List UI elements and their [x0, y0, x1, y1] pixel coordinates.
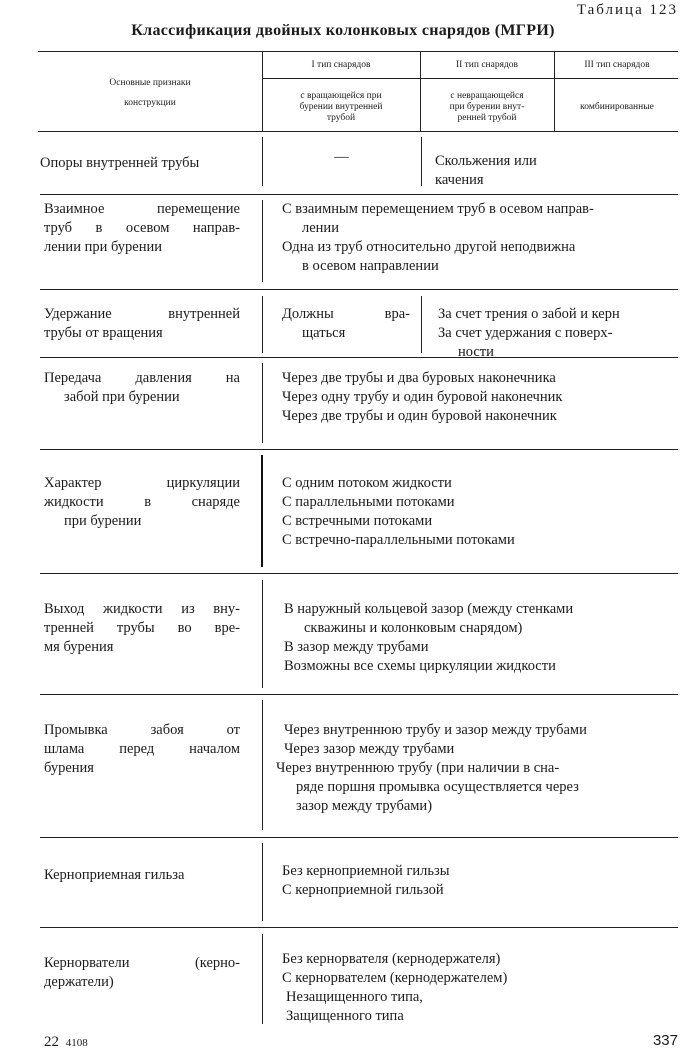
row-value-must-rotate — [282, 305, 410, 343]
cell-line: бурения — [44, 760, 94, 776]
cell-line: С кернорвателем (кернодержателем) — [282, 970, 508, 986]
column-divider — [262, 843, 263, 921]
cell-line: зазор между трубами) — [296, 798, 433, 814]
header-desc-line: с вращающейся при — [300, 91, 382, 101]
cell-line: тренней трубы во вре- — [44, 620, 240, 636]
header-desc-line: бурении внутренней — [299, 102, 383, 112]
cell-line: при бурении — [64, 513, 142, 529]
cell-line: Через две трубы и один буровой наконечник — [282, 408, 557, 424]
column-divider — [262, 137, 263, 186]
footer-signature — [44, 1034, 88, 1051]
header-features-line: конструкции — [124, 98, 176, 108]
header-desc-line: ренней трубой — [457, 113, 517, 123]
row-separator — [40, 289, 678, 290]
row-values-flushing — [276, 721, 587, 816]
cell-line: Возможны все схемы циркуляции жидкости — [284, 658, 556, 674]
page-title: Классификация двойных колонковых снарядов (МГРИ) — [131, 22, 555, 39]
row-separator — [40, 449, 678, 450]
column-divider — [262, 363, 263, 443]
cell-line: Через зазор между трубами — [284, 741, 455, 757]
row-feature-core-sleeve: Керноприемная гильза — [44, 867, 185, 883]
cell-line: За счет трения о забой и керн — [438, 306, 620, 322]
header-mid-rule — [262, 78, 678, 79]
row-feature-fluid-exit — [44, 600, 240, 657]
cell-line: С встречными потоками — [282, 513, 433, 529]
header-type2-desc — [422, 91, 552, 124]
cell-line: Кернорватели (керно- — [44, 955, 240, 971]
row-separator — [40, 194, 678, 195]
cell-line: щаться — [302, 325, 346, 341]
cell-line: ности — [458, 344, 494, 360]
row-separator — [40, 927, 678, 928]
cell-line: Передача давления на — [44, 370, 240, 386]
cell-line: Через внутреннюю трубу (при наличии в сна- — [276, 760, 560, 776]
column-divider — [262, 700, 263, 830]
cell-line: Характер циркуляции — [44, 475, 240, 491]
row-values-core-sleeve — [282, 862, 449, 900]
row-value-holding-methods — [438, 305, 620, 362]
cell-line: С керноприемной гильзой — [282, 882, 444, 898]
cell-line: С взаимным перемещением труб в осевом направ- — [282, 201, 594, 217]
cell-line: качения — [435, 172, 484, 188]
cell-line: За счет удержания с поверх- — [438, 325, 613, 341]
cell-line: Удержание внутренней — [44, 306, 240, 322]
cell-line: мя бурения — [44, 639, 114, 655]
cell-line: жидкости в снаряде — [44, 494, 240, 510]
header-type2: II тип снарядов — [455, 60, 519, 70]
cell-line: Должны вра- — [282, 306, 410, 322]
header-bottom-rule — [38, 131, 678, 132]
cell-line: Через одну трубу и один буровой наконечник — [282, 389, 563, 405]
cell-line: Промывка забоя от — [44, 722, 240, 738]
cell-line: забой при бурении — [64, 389, 180, 405]
header-divider-2 — [420, 51, 421, 131]
column-divider — [262, 934, 263, 1024]
header-type1-desc — [264, 91, 418, 124]
cell-line: ряде поршня промывка осуществляется через — [296, 779, 579, 795]
row-separator — [40, 837, 678, 838]
table-number-label: Таблица 123 — [576, 2, 678, 18]
row-value-sliding — [435, 152, 537, 190]
cell-line: С параллельными потоками — [282, 494, 455, 510]
row-feature-core-lifters — [44, 954, 240, 992]
cell-line: В наружный кольцевой зазор (между стенками — [284, 601, 574, 617]
row-values-pressure — [282, 369, 562, 426]
column-divider — [261, 455, 263, 567]
row-separator — [40, 694, 678, 695]
cell-line: С встречно-параллельными потоками — [282, 532, 515, 548]
cell-line: С одним потоком жидкости — [282, 475, 452, 491]
cell-line: В зазор между трубами — [284, 639, 429, 655]
cell-line: лении при бурении — [44, 239, 163, 255]
row-values-circulation — [282, 474, 515, 550]
row-separator — [40, 573, 678, 574]
page-number: 337 — [652, 1032, 678, 1049]
header-type3: III тип снарядов — [584, 60, 650, 70]
column-divider — [262, 296, 263, 353]
cell-line: Без керноприемной гильзы — [282, 863, 450, 879]
header-top-rule — [38, 51, 678, 52]
cell-line: Одна из труб относительно другой неподвижна — [282, 239, 576, 255]
cell-line: скважины и колонковым снарядом) — [304, 620, 523, 636]
cell-line: труб в осевом направ- — [44, 220, 240, 236]
row-feature-supports: Опоры внутренней трубы — [40, 155, 200, 171]
row-feature-movement — [44, 200, 240, 257]
column-divider — [262, 200, 263, 282]
cell-line: трубы от вращения — [44, 325, 163, 341]
column-divider — [262, 580, 263, 688]
cell-line: Скольжения или — [435, 153, 537, 169]
cell-line: лении — [302, 220, 339, 236]
header-type3-desc: комбинированные — [580, 102, 654, 112]
cell-line: Защищенного типа — [286, 1008, 404, 1024]
header-divider-1 — [262, 51, 263, 131]
column-divider-inner — [421, 296, 422, 353]
row-value-dash: — — [334, 149, 349, 165]
row-values-core-lifters — [282, 950, 507, 1026]
row-values-fluid-exit — [284, 600, 573, 676]
header-desc-line: трубой — [326, 113, 356, 123]
row-values-movement — [282, 200, 594, 276]
row-feature-flushing — [44, 721, 240, 778]
column-divider-inner — [421, 137, 422, 186]
row-feature-circulation — [44, 474, 240, 531]
cell-line: Без кернорвателя (кернодержателя) — [282, 951, 501, 967]
cell-line: Выход жидкости из вну- — [44, 601, 240, 617]
footer-code: 4108 — [65, 1037, 88, 1049]
header-features — [40, 78, 260, 109]
cell-line: Незащищенного типа, — [286, 989, 423, 1005]
row-feature-holding — [44, 305, 240, 343]
header-features-line: Основные признаки — [109, 78, 191, 88]
header-type1: I тип снарядов — [311, 60, 371, 70]
cell-line: держатели) — [44, 974, 114, 990]
header-desc-line: с невращающейся — [450, 91, 524, 101]
cell-line: шлама перед началом — [44, 741, 240, 757]
row-feature-pressure — [44, 369, 240, 407]
footer-sheet-number: 22 — [44, 1034, 59, 1050]
header-desc-line: при бурении внут- — [449, 102, 525, 112]
cell-line: Взаимное перемещение — [44, 201, 240, 217]
cell-line: в осевом направлении — [302, 258, 439, 274]
cell-line: Через внутреннюю трубу и зазор между трубами — [284, 722, 587, 738]
cell-line: Через две трубы и два буровых наконечника — [282, 370, 556, 386]
header-divider-3 — [554, 51, 555, 131]
